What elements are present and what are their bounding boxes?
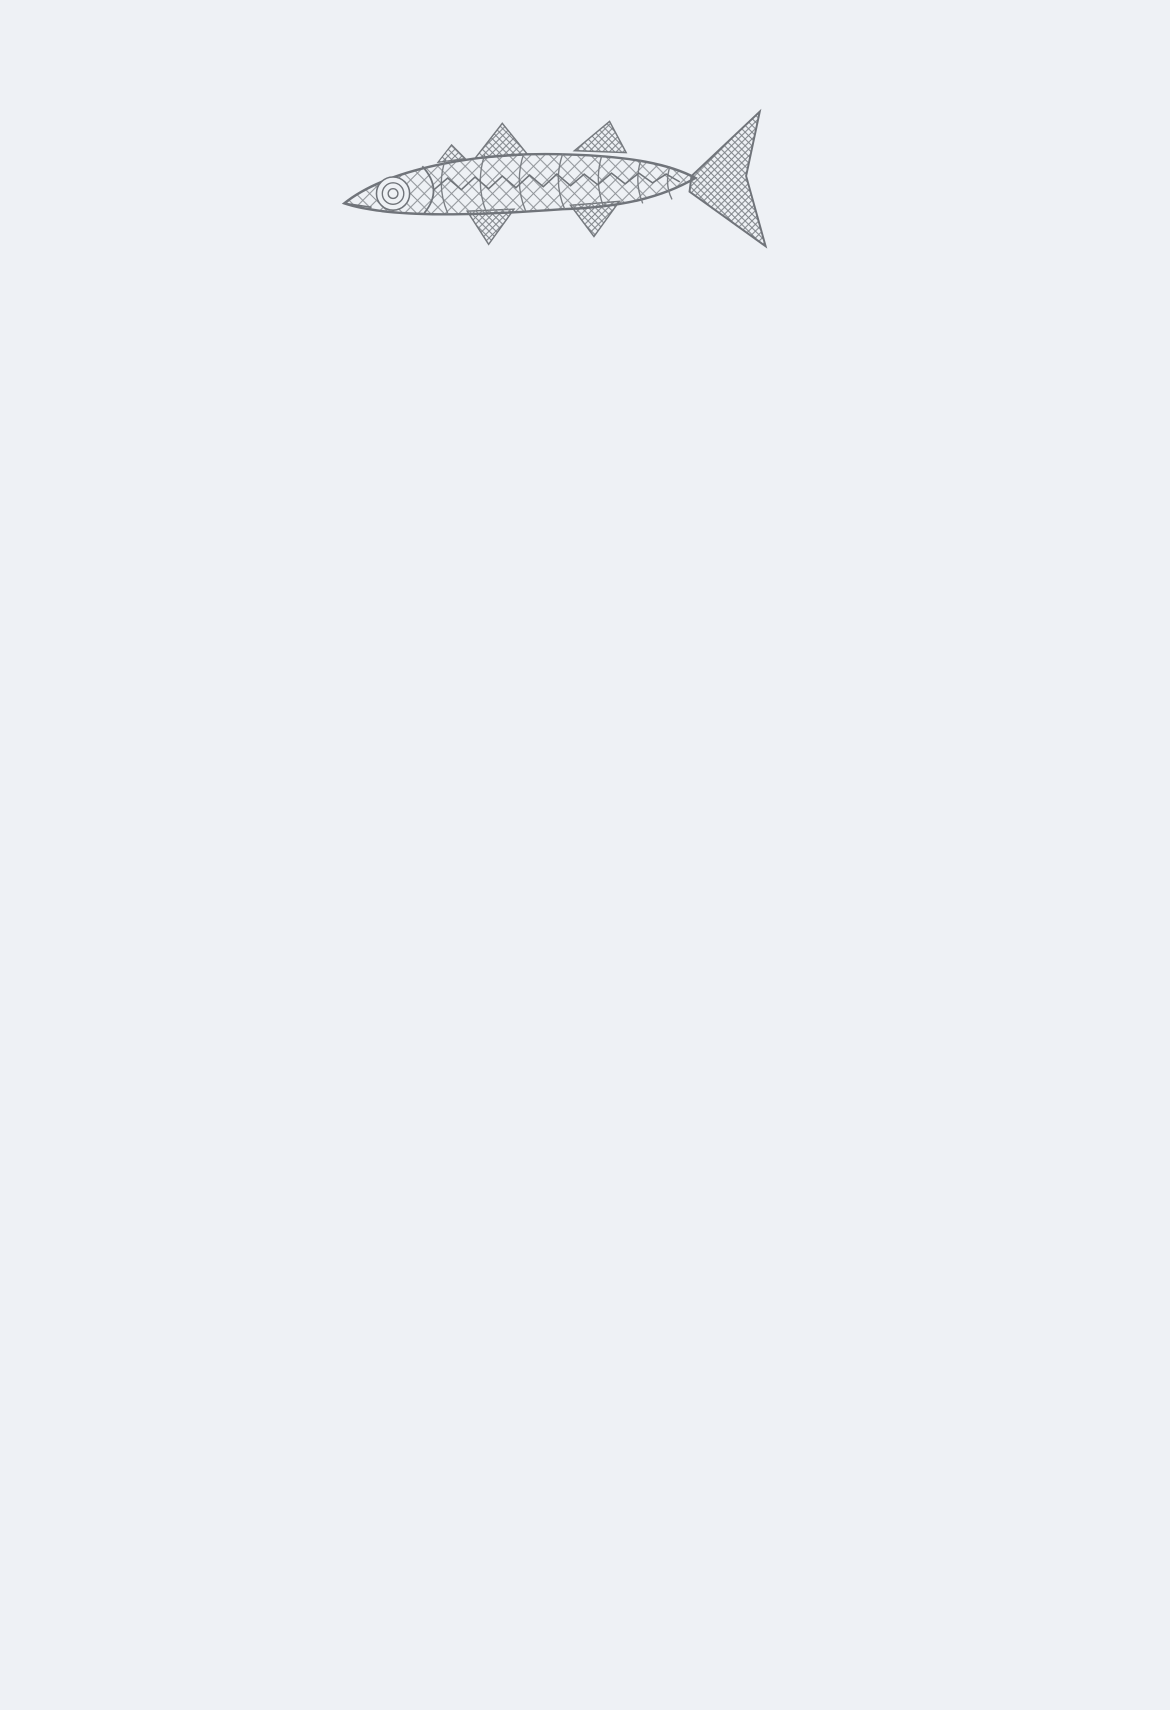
fish-sketch xyxy=(328,98,778,256)
watermark-logo xyxy=(790,1643,1170,1710)
fish-illustration xyxy=(0,98,1170,256)
menu-items-top xyxy=(46,58,1062,98)
page-title xyxy=(0,0,1170,58)
watermark-text-svg xyxy=(790,1643,1170,1705)
